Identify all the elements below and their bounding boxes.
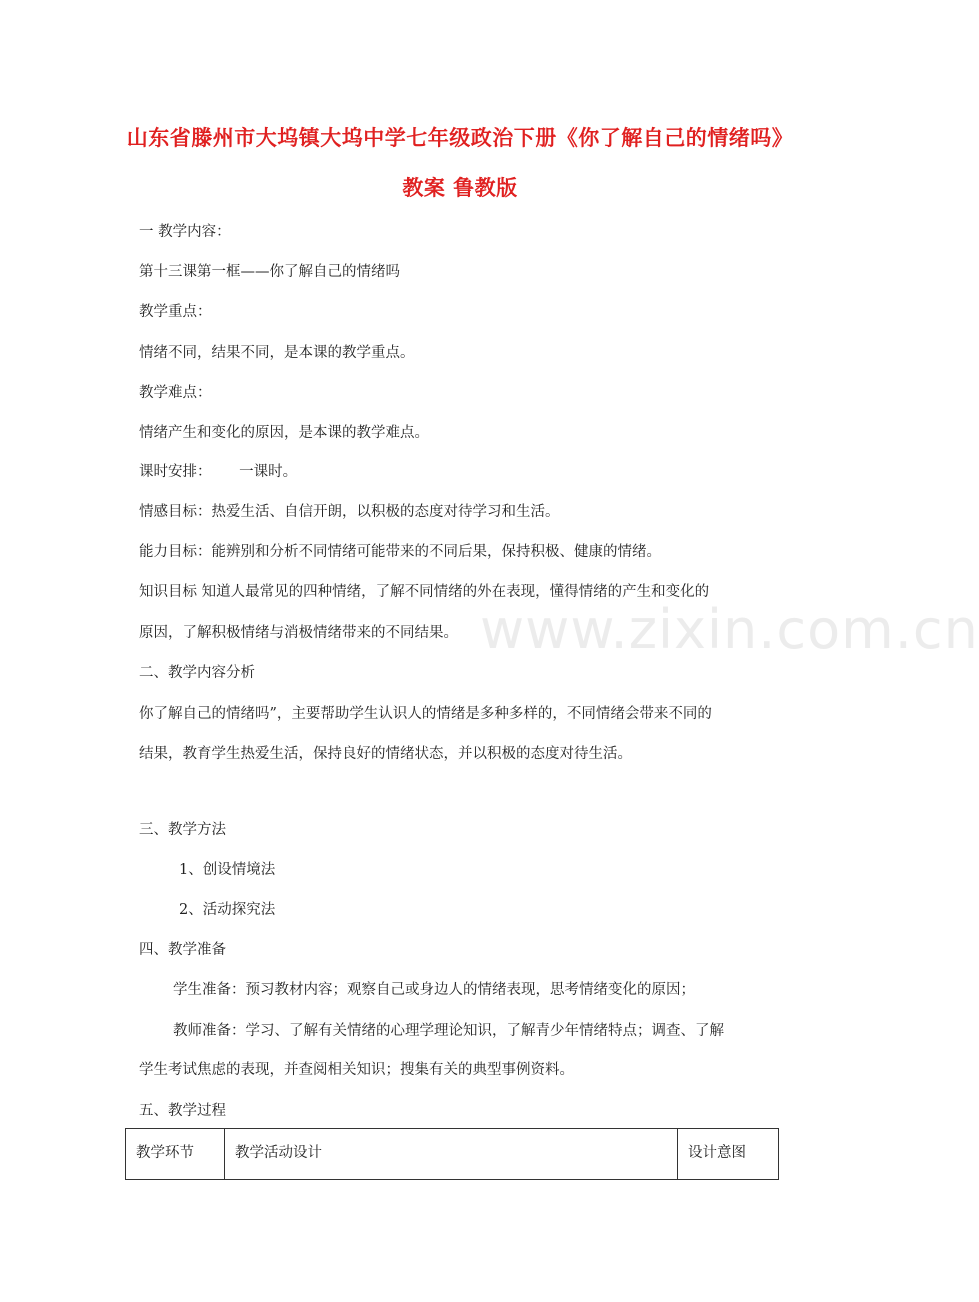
key-points-label: 教学重点： <box>139 304 212 320</box>
analysis-text-line-1: 你了解自己的情绪吗”，主要帮助学生认识人的情绪是多种多样的，不同情绪会带来不同的 <box>139 706 712 722</box>
section-heading-content: 一 教学内容： <box>139 224 231 240</box>
section-heading-preparation: 四、教学准备 <box>139 942 226 958</box>
knowledge-goal-line-2: 原因，了解积极情绪与消极情绪带来的不同结果。 <box>139 625 458 641</box>
header-teaching-stage: 教学环节 <box>126 1129 225 1180</box>
difficult-points-label: 教学难点： <box>139 385 212 401</box>
ability-goal: 能力目标：能辨别和分析不同情绪可能带来的不同后果，保持积极、健康的情绪。 <box>139 544 661 560</box>
difficult-points-text: 情绪产生和变化的原因，是本课的教学难点。 <box>139 425 429 441</box>
lesson-title: 第十三课第一框——你了解自己的情绪吗 <box>139 264 400 280</box>
schedule-text: 课时安排： 一课时。 <box>139 464 298 480</box>
student-preparation: 学生准备：预习教材内容；观察自己或身边人的情绪表现，思考情绪变化的原因； <box>173 982 695 998</box>
section-heading-process: 五、教学过程 <box>139 1103 226 1119</box>
method-item-1: 1、创设情境法 <box>179 862 276 878</box>
watermark: www.zixin.com.cn <box>480 598 979 661</box>
document-title-line-2: 教案 鲁教版 <box>402 176 518 200</box>
method-item-2: 2、活动探究法 <box>179 902 276 918</box>
table-header-row <box>126 1129 779 1180</box>
section-heading-methods: 三、教学方法 <box>139 822 226 838</box>
key-points-text: 情绪不同，结果不同，是本课的教学重点。 <box>139 345 415 361</box>
section-heading-analysis: 二、教学内容分析 <box>139 665 255 681</box>
teacher-preparation-line-1: 教师准备：学习、了解有关情绪的心理学理论知识，了解青少年情绪特点；调查、了解 <box>173 1023 724 1039</box>
analysis-text-line-2: 结果，教育学生热爱生活，保持良好的情绪状态，并以积极的态度对待生活。 <box>139 746 632 762</box>
emotion-goal: 情感目标：热爱生活、自信开朗，以积极的态度对待学习和生活。 <box>139 504 560 520</box>
teacher-preparation-line-2: 学生考试焦虑的表现，并查阅相关知识；搜集有关的典型事例资料。 <box>139 1062 574 1078</box>
knowledge-goal-line-1: 知识目标 知道人最常见的四种情绪，了解不同情绪的外在表现，懂得情绪的产生和变化的 <box>139 584 710 600</box>
teaching-process-table <box>125 1128 779 1180</box>
header-design-intent: 设计意图 <box>678 1129 779 1180</box>
header-activity-design: 教学活动设计 <box>225 1129 678 1180</box>
document-title-line-1: 山东省滕州市大坞镇大坞中学七年级政治下册《你了解自己的情绪吗》 <box>126 126 794 150</box>
